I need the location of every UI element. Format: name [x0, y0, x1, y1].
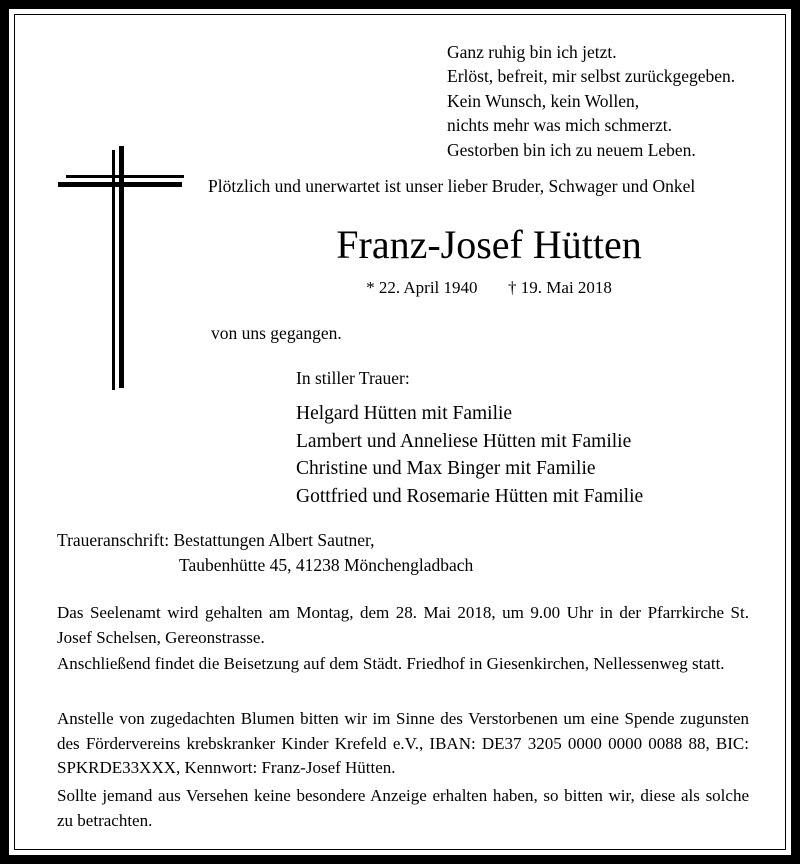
address-line-funeral-home: Traueranschrift: Bestattungen Albert Sautner,: [57, 530, 375, 550]
death-date: † 19. Mai 2018: [508, 278, 612, 297]
donation-request-paragraph: Anstelle von zugedachten Blumen bitten wir im Sinne des Verstorbenen um eine Spende zugunsten des Fördervereins krebskranker Kinder Krefeld e.V., IBAN: DE37 3205 0000 0000 0088 88, BIC: SPKRDE33XXX, Kennwort: Franz-Josef Hütten.: [57, 709, 749, 777]
poem-line: Erlöst, befreit, mir selbst zurückgegeben.: [447, 66, 736, 87]
mourner-name: Gottfried und Rosemarie Hütten mit Familie: [296, 485, 644, 507]
deceased-name: Franz-Josef Hütten: [336, 222, 642, 267]
mourner-name: Christine und Max Binger mit Familie: [296, 458, 596, 480]
address-line-street: [57, 553, 473, 578]
poem-line: Kein Wunsch, kein Wollen,: [447, 90, 640, 111]
poem-line: Ganz ruhig bin ich jetzt.: [447, 42, 617, 62]
poem-line: nichts mehr was mich schmerzt.: [447, 115, 673, 136]
condolence-address: [57, 528, 473, 578]
announcement-intro: Plötzlich und unerwartet ist unser lieber Bruder, Schwager und Onkel: [208, 176, 696, 196]
mourning-label: In stiller Trauer:: [296, 368, 410, 388]
life-dates: [208, 277, 770, 299]
passed-away-text: von uns gegangen.: [211, 323, 342, 343]
mourner-name: Lambert und Anneliese Hütten mit Familie: [296, 430, 632, 452]
cross-horizontal-thin-line: [66, 175, 184, 178]
mourner-name: Helgard Hütten mit Familie: [296, 403, 513, 424]
cross-horizontal-thick-line: [58, 182, 182, 187]
birth-date: * 22. April 1940: [366, 278, 478, 297]
burial-details-paragraph: Anschließend findet die Beisetzung auf dem Städt. Friedhof in Giesenkirchen, Nellessenweg statt.: [57, 654, 725, 673]
mourners-list: [296, 400, 643, 510]
memorial-poem: [447, 40, 777, 162]
christian-cross-icon: [58, 146, 188, 394]
general-notice-paragraph: Sollte jemand aus Versehen keine besondere Anzeige erhalten haben, so bitten wir, diese als solche zu betrachten.: [57, 786, 749, 830]
service-details-paragraph: Das Seelenamt wird gehalten am Montag, dem 28. Mai 2018, um 9.00 Uhr in der Pfarrkirche St. Josef Schelsen, Gereonstrasse.: [57, 603, 749, 647]
poem-line: Gestorben bin ich zu neuem Leben.: [447, 139, 696, 160]
address-street-text: Taubenhütte 45, 41238 Mönchengladbach: [179, 555, 474, 575]
